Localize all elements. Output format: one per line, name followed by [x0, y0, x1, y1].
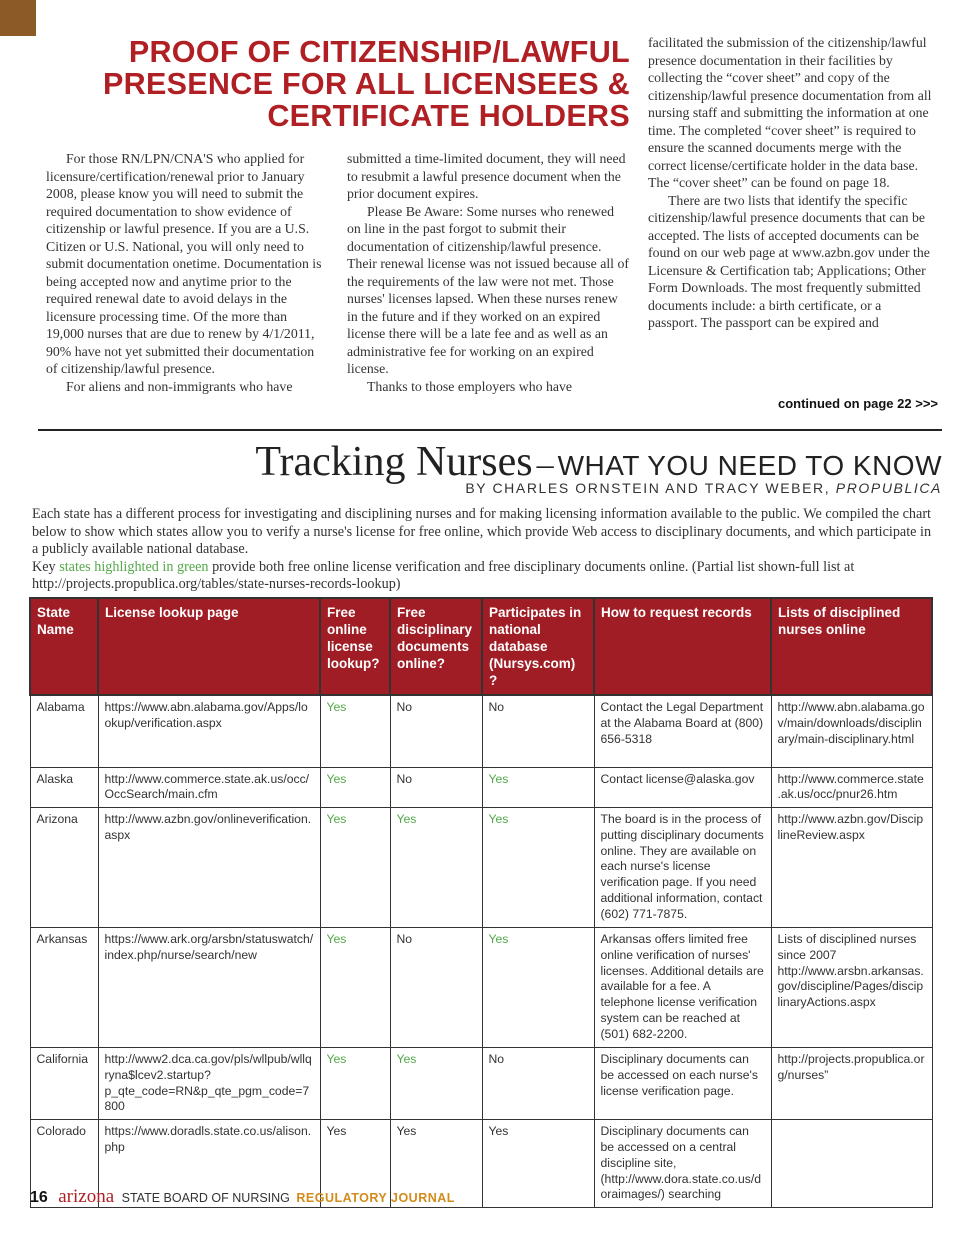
board-name: STATE BOARD OF NURSING: [121, 1191, 290, 1205]
cell-national: No: [482, 695, 594, 767]
table-row: [30, 767, 932, 808]
paragraph: submitted a time-limited document, they will need to resubmit a lawful presence document when the prior document expires.: [347, 151, 626, 201]
cell-state: Arizona: [30, 808, 98, 928]
cell-lists: http://www.abn.alabama.gov/main/downloads/disciplinary/main-disciplinary.html: [771, 695, 932, 767]
cell-free-lookup: Yes: [320, 695, 390, 767]
cell-request: Disciplinary documents can be accessed on a central discipline site, (http://www.dora.state.co.us/doraimages/) searching: [594, 1120, 771, 1208]
header-lists: Lists of disciplined nurses online: [771, 598, 932, 695]
cell-lookup: https://www.ark.org/arsbn/statuswatch/index.php/nurse/search/new: [98, 928, 320, 1048]
intro-text: Each state has a different process for investigating and disciplining nurses and for making licensing information available to the public. We compiled the chart below to show which states allow you to verify a nurse's license for free online, which provide Web access to disciplinary documents, and which participate in a publicly available national database.: [32, 506, 932, 557]
cell-national: No: [482, 1048, 594, 1120]
tracking-title-sub: WHAT YOU NEED TO KNOW: [557, 450, 942, 481]
tracking-title-main: Tracking Nurses: [255, 439, 533, 485]
page-number: 16: [30, 1189, 48, 1206]
cell-lists: [771, 1120, 932, 1208]
headline-line-1: PROOF OF CITIZENSHIP/LAWFUL: [128, 35, 630, 69]
paragraph: Thanks to those employers who have: [367, 378, 572, 394]
cell-state: Colorado: [30, 1120, 98, 1208]
cell-lists: http://www.commerce.state.ak.us/occ/pnur26.htm: [771, 767, 932, 808]
cell-national: Yes: [482, 928, 594, 1048]
table-header-row: [30, 598, 932, 695]
tracking-title: [255, 438, 942, 486]
cell-lists: http://projects.propublica.org/nurses”: [771, 1048, 932, 1120]
byline-authors: BY CHARLES ORNSTEIN AND TRACY WEBER,: [465, 480, 831, 496]
paragraph: There are two lists that identify the specific citizenship/lawful presence documents that can be accepted. The lists of accepted documents can be found on our web page at www.azbn.gov under the Licensure & Certification tab; Applications; Other Form Downloads. The most frequently submitted documents include: a birth certificate, or a passport. The passport can be expired and: [648, 192, 930, 330]
cell-free-docs: Yes: [390, 808, 482, 928]
article-column-1: [46, 150, 328, 395]
cell-state: California: [30, 1048, 98, 1120]
cell-state: Alaska: [30, 767, 98, 808]
cell-free-docs: No: [390, 695, 482, 767]
cell-free-lookup: Yes: [320, 808, 390, 928]
cell-free-docs: No: [390, 767, 482, 808]
header-free-docs: Free disciplinary documents online?: [390, 598, 482, 695]
paragraph: For aliens and non-immigrants who have: [66, 378, 293, 394]
cell-free-docs: No: [390, 928, 482, 1048]
table-row: [30, 1048, 932, 1120]
cell-request: Disciplinary documents can be accessed on each nurse's license verification page.: [594, 1048, 771, 1120]
page-footer: [30, 1186, 455, 1208]
paragraph: facilitated the submission of the citizenship/lawful presence documentation in their facilities by collecting the “cover sheet” and copy of the citizenship/lawful presence documentation from all nursing staff and submitting the information at one time. The completed “cover sheet” is required to ensure the scanned documents merge with the correct license/certificate holder in the data base. The “cover sheet” can be found on page 18.: [648, 35, 932, 190]
article-column-3: [648, 34, 933, 332]
cell-lookup: http://www2.dca.ca.gov/pls/wllpub/wllqryna$lcev2.startup?p_qte_code=RN&p_qte_pgm_code=7800: [98, 1048, 320, 1120]
continued-link[interactable]: continued on page 22 >>>: [777, 396, 938, 411]
cell-request: The board is in the process of putting disciplinary documents online. They are available on each nurse's license verification page. If you need additional information, contact (602) 771-7875.: [594, 808, 771, 928]
brand-logo: arizona: [58, 1186, 115, 1207]
cell-request: Arkansas offers limited free online verification of nurses' licenses. Additional details are available for a fee. A telephone license verification system can be reached at (501) 682-2200.: [594, 928, 771, 1048]
cell-lists: http://www.azbn.gov/DisciplineReview.aspx: [771, 808, 932, 928]
nurses-table: [29, 597, 933, 1208]
paragraph: Please Be Aware: Some nurses who renewed on line in the past forgot to submit their documentation of citizenship/lawful presence. Their renewal license was not issued because all of the requirements of the law were not met. Those nurses' licenses lapsed. When these nurses renew in the future and if they worked on an expired license there will be a late fee and as well as an administrative fee for working on an expired license.: [347, 203, 629, 376]
cell-state: Alabama: [30, 695, 98, 767]
corner-decoration: [0, 0, 36, 36]
header-lookup: License lookup page: [98, 598, 320, 695]
header-free-lookup: Free online license lookup?: [320, 598, 390, 695]
cell-free-docs: Yes: [390, 1120, 482, 1208]
cell-free-lookup: Yes: [320, 928, 390, 1048]
tracking-intro: [32, 506, 932, 594]
cell-free-lookup: Yes: [320, 1048, 390, 1120]
journal-name: REGULATORY JOURNAL: [296, 1191, 455, 1205]
cell-lookup: https://www.abn.alabama.gov/Apps/lookup/verification.aspx: [98, 695, 320, 767]
cell-free-docs: Yes: [390, 1048, 482, 1120]
key-prefix: Key: [32, 558, 56, 575]
cell-national: Yes: [482, 808, 594, 928]
table-row: [30, 695, 932, 767]
cell-lookup: http://www.commerce.state.ak.us/occ/OccSearch/main.cfm: [98, 767, 320, 808]
key-green: states highlighted in green: [59, 558, 209, 575]
header-national: Participates in national database (Nursys.com) ?: [482, 598, 594, 695]
key-text: [32, 559, 932, 594]
cell-free-lookup: Yes: [320, 767, 390, 808]
cell-lookup: http://www.azbn.gov/onlineverification.aspx: [98, 808, 320, 928]
cell-free-lookup: Yes: [320, 1120, 390, 1208]
headline-line-3: CERTIFICATE HOLDERS: [267, 99, 630, 133]
byline-org: PROPUBLICA: [835, 480, 942, 496]
table-row: [30, 928, 932, 1048]
paragraph: For those RN/LPN/CNA'S who applied for licensure/certification/renewal prior to January 2008, please know you will need to submit the required documentation to show evidence of citizenship or lawful presence. If you are a U.S. Citizen or U.S. National, you will only need to submit documentation onetime. Documentation is being accepted now and anytime prior to the required renewal date to avoid delays in the licensure processing time. Of the more than 19,000 nurses that are due to renew by 4/1/2011, 90% have not yet submitted their documentation of citizenship/lawful presence.: [46, 151, 322, 376]
table-row: [30, 808, 932, 928]
article-headline: [70, 36, 630, 132]
cell-state: Arkansas: [30, 928, 98, 1048]
key-suffix: provide both free online license verification and free disciplinary documents online. (Partial list shown-full list at http://projects.propublica.org/tables/state-nurses-records-lookup): [32, 558, 855, 592]
header-state: State Name: [30, 598, 98, 695]
headline-line-2: PRESENCE FOR ALL LICENSEES &: [103, 67, 630, 101]
cell-request: Contact the Legal Department at the Alabama Board at (800) 656-5318: [594, 695, 771, 767]
cell-national: Yes: [482, 1120, 594, 1208]
tracking-title-dash: –: [536, 446, 554, 483]
article-column-2: [347, 150, 629, 395]
cell-request: Contact license@alaska.gov: [594, 767, 771, 808]
cell-lookup: https://www.doradls.state.co.us/alison.php: [98, 1120, 320, 1208]
cell-national: Yes: [482, 767, 594, 808]
section-divider: [38, 429, 942, 431]
header-request: How to request records: [594, 598, 771, 695]
cell-lists: Lists of disciplined nurses since 2007 http://www.arsbn.arkansas.gov/discipline/Pages/disciplinaryActions.aspx: [771, 928, 932, 1048]
byline: [465, 480, 942, 496]
